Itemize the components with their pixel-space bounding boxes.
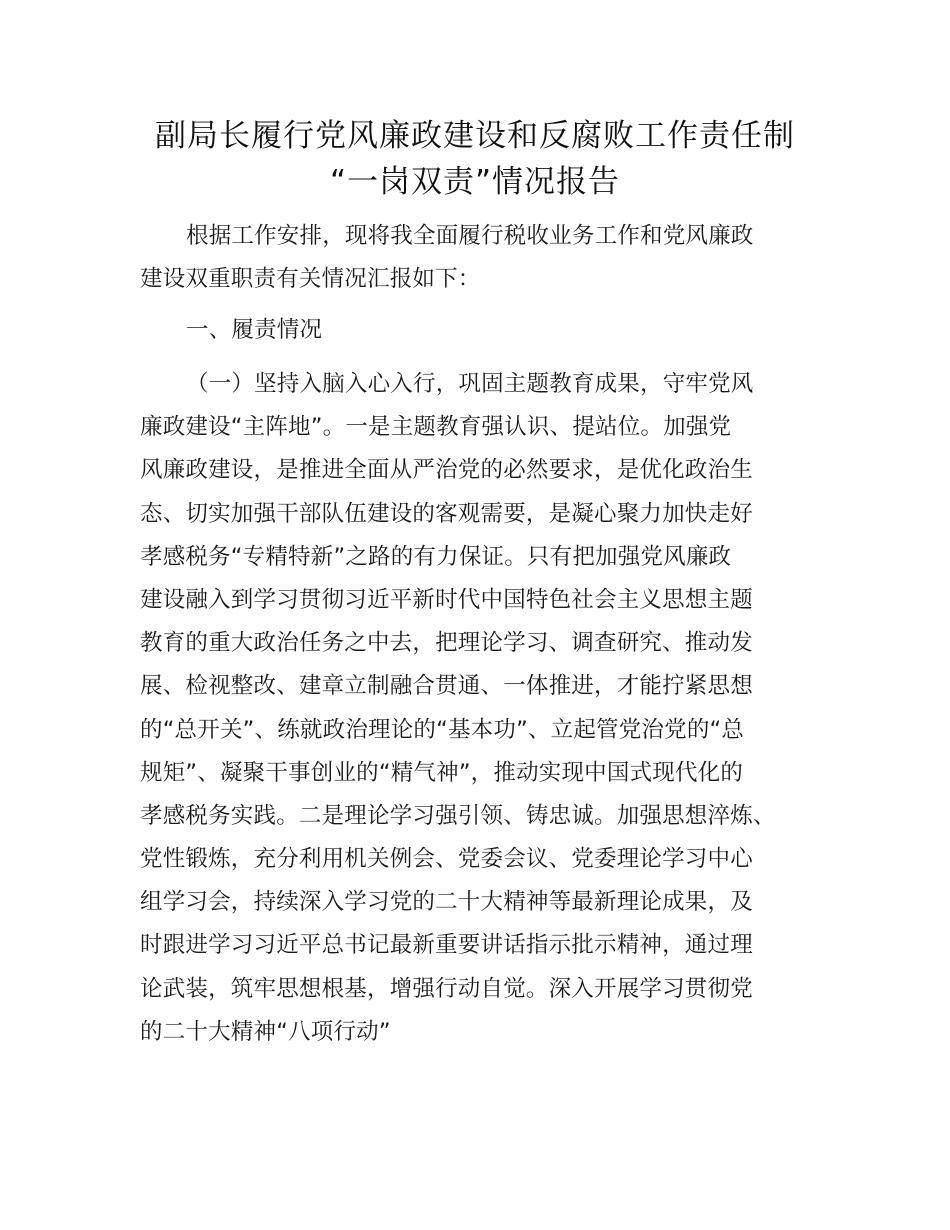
paragraph-line: 组学习会，持续深入学习党的二十大精神等最新理论成果，及 (140, 889, 753, 916)
paragraph-line: 党性锻炼，充分利用机关例会、党委会议、党委理论学习中心 (140, 846, 753, 873)
paragraph-line: 论武装，筑牢思想根基，增强行动自觉。深入开展学习贯彻党 (140, 975, 753, 1002)
paragraph-line: 风廉政建设，是推进全面从严治党的必然要求，是优化政治生 (140, 457, 753, 484)
paragraph-line: 态、切实加强干部队伍建设的客观需要，是凝心聚力加快走好 (140, 500, 753, 527)
paragraph-line: 的“总开关”、练就政治理论的“基本功”、立起管党治党的“总 (140, 716, 745, 743)
paragraph-line: 廉政建设“主阵地”。一是主题教育强认识、提站位。加强党 (140, 414, 732, 441)
paragraph-line: 教育的重大政治任务之中去，把理论学习、调查研究、推动发 (140, 630, 753, 657)
paragraph-line: 展、检视整改、建章立制融合贯通、一体推进，才能拧紧思想 (140, 673, 753, 700)
paragraph-line: 规矩”、凝聚干事创业的“精气神”，推动实现中国式现代化的 (140, 759, 744, 786)
paragraph-line: 根据工作安排，现将我全面履行税收业务工作和党风廉政 (186, 223, 754, 249)
paragraph-line: 建设双重职责有关情况汇报如下： (140, 266, 481, 293)
paragraph-line: 孝感税务“专精特新”之路的有力保证。只有把加强党风廉政 (140, 543, 732, 570)
paragraph-line: 的二十大精神“八项行动” (140, 1018, 391, 1045)
body-paragraph (140, 363, 830, 1054)
paragraph-line: 建设融入到学习贯彻习近平新时代中国特色社会主义思想主题 (140, 586, 753, 613)
paragraph-line: 时跟进学习习近平总书记最新重要讲话指示批示精神，通过理 (140, 932, 753, 959)
intro-paragraph (140, 215, 830, 301)
paragraph-line: 孝感税务实践。二是理论学习强引领、铸忠诚。加强思想淬炼、 (140, 802, 776, 829)
section-heading: 一、履责情况 (186, 317, 323, 343)
section-heading-paragraph (140, 309, 830, 352)
document-title-line-2: “一岗双责”情况报告 (329, 164, 621, 200)
document-title-line-1: 副局长履行党风廉政建设和反腐败工作责任制 (155, 118, 795, 154)
paragraph-line: （一）坚持入脑入心入行，巩固主题教育成果，守牢党风 (186, 371, 754, 397)
